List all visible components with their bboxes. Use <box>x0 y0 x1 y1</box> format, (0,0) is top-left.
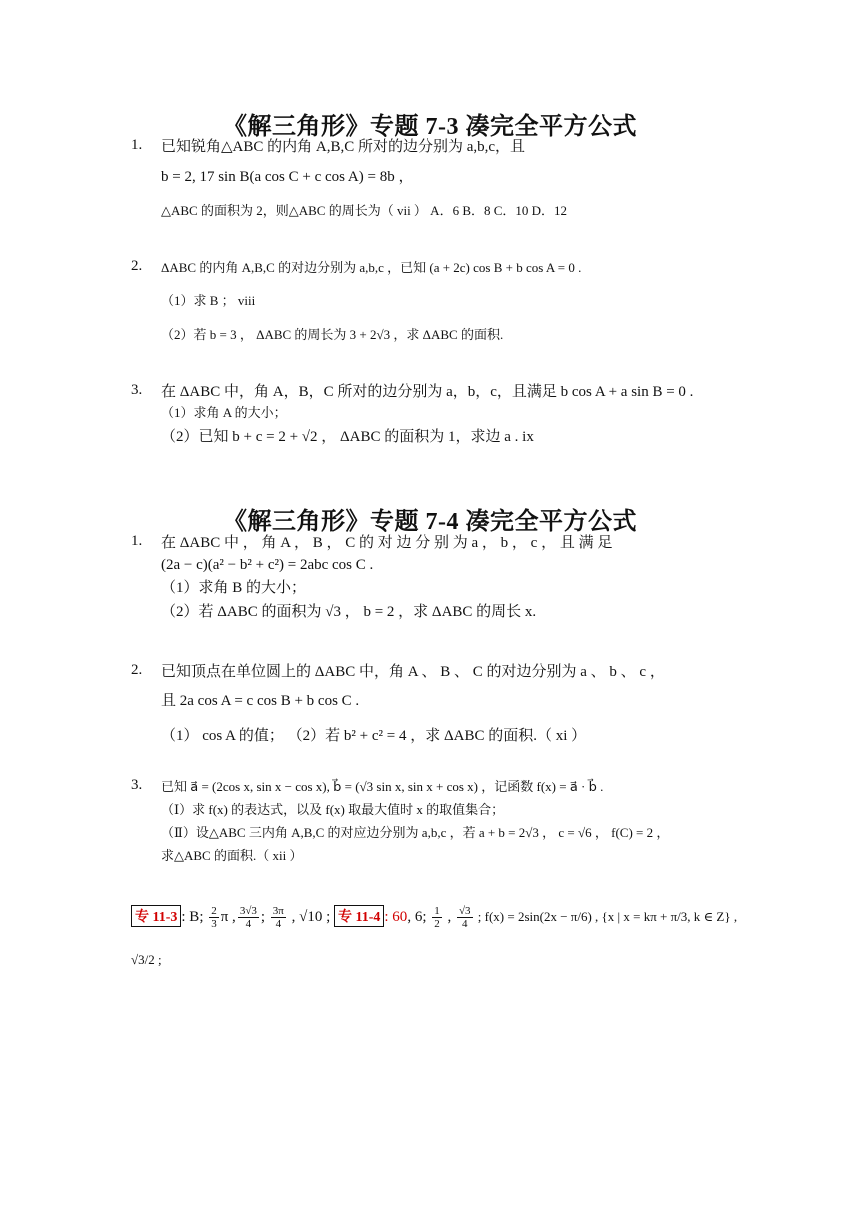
answer-text: , √10 ; <box>287 909 334 925</box>
section-title-7-3: 《解三角形》专题 7-3 凑完全平方公式 <box>223 114 637 140</box>
answer-text: , 6; <box>407 909 431 925</box>
problem-subpart: （1）求角 A 的大小； <box>161 405 287 420</box>
answer-text-red: : 60 <box>384 909 408 925</box>
fraction-numerator: 3√3 <box>239 905 257 918</box>
problem-subpart: （1）求 B ； viii <box>161 293 256 308</box>
fraction-denominator: 4 <box>275 918 282 931</box>
answer-key <box>131 905 737 930</box>
problem-subpart: （2）若 ΔABC 的面积为 √3 ， b = 2 ，求 ΔABC 的周长 x. <box>161 604 537 620</box>
fraction-denominator: 3 <box>211 918 217 931</box>
problem-subpart: 求△ABC 的面积.（ xii ） <box>161 848 303 863</box>
fraction-numerator: 3π <box>272 905 284 918</box>
problem-number: 2. <box>131 258 143 274</box>
answer-text-line2: √3/2 ; <box>131 952 162 967</box>
section-title-7-4: 《解三角形》专题 7-4 凑完全平方公式 <box>223 509 637 535</box>
problem-equation: b = 2, 17 sin B(a cos C + c cos A) = 8b ， <box>161 169 414 185</box>
fraction-numerator: 1 <box>434 905 440 918</box>
answer-tag-11-3: 专 11-3 <box>131 905 181 927</box>
problem-equation: 且 2a cos A = c cos B + b cos C . <box>161 693 360 709</box>
problem-number: 1. <box>131 137 143 153</box>
fraction-numerator: 2 <box>211 905 217 918</box>
fraction-denominator: 4 <box>462 918 468 931</box>
answer-text: ; <box>260 909 269 925</box>
answer-fraction <box>238 905 259 930</box>
problem-number: 1. <box>131 533 143 549</box>
problem-text: △ABC 的面积为 2，则△ABC 的周长为（ vii ） A．6 B．8 C．10 D．12 <box>161 203 568 218</box>
problem-equation: (2a − c)(a² − b² + c²) = 2abc cos C . <box>161 557 374 573</box>
problem-text: 在 ΔABC 中 ， 角 A ， B ， C 的 对 边 分 别 为 a ， b ， c ， 且 满 足 <box>161 535 613 551</box>
problem-text: 已知 a⃗ = (2cos x, sin x − cos x), b⃗ = (√3 sin x, sin x + cos x) ，记函数 f(x) = a⃗ · b⃗ . <box>161 779 604 794</box>
answer-fraction <box>209 905 219 930</box>
answer-tag-11-4: 专 11-4 <box>334 905 384 927</box>
answer-text: ; f(x) = 2sin(2x − π/6) , {x | x = kπ + π/3, k ∈ Z} , <box>474 909 738 924</box>
fraction-denominator: 4 <box>245 918 252 931</box>
fraction-numerator: √3 <box>458 905 471 918</box>
problem-number: 2. <box>131 662 143 678</box>
problem-subpart: （2）已知 b + c = 2 + √2 ， ΔABC 的面积为 1，求边 a . ix <box>161 429 534 445</box>
problem-text: ΔABC 的内角 A,B,C 的对边分别为 a,b,c ，已知 (a + 2c) cos B + b cos A = 0 . <box>161 260 582 275</box>
problem-number: 3. <box>131 382 143 398</box>
answer-text: , <box>443 909 455 925</box>
answer-fraction <box>432 905 442 930</box>
answer-text: : B; <box>181 909 208 925</box>
problem-subpart: （2）若 b = 3 ， ΔABC 的周长为 3 + 2√3 ，求 ΔABC 的面积. <box>161 327 504 342</box>
problem-subpart: （Ⅰ）求 f(x) 的表达式，以及 f(x) 取最大值时 x 的取值集合； <box>161 802 505 817</box>
answer-fraction <box>457 905 473 930</box>
fraction-denominator: 2 <box>434 918 440 931</box>
answer-text: π , <box>220 909 236 925</box>
problem-subpart: （Ⅱ）设△ABC 三内角 A,B,C 的对应边分别为 a,b,c ，若 a + b = 2√3 ， c = √6 ， f(C) = 2 ， <box>161 825 670 840</box>
problem-text: 在 ΔABC 中，角 A，B，C 所对的边分别为 a，b，c，且满足 b cos A + a sin B = 0 . <box>161 384 694 400</box>
problem-text: 已知锐角△ABC 的内角 A,B,C 所对的边分别为 a,b,c，且 <box>161 139 526 155</box>
problem-text: 已知顶点在单位圆上的 ΔABC 中，角 A 、 B 、 C 的对边分别为 a 、 b 、 c ， <box>161 664 665 680</box>
problem-subpart: （1）求角 B 的大小； <box>161 580 307 596</box>
problem-number: 3. <box>131 777 143 793</box>
problem-subpart: （1） cos A 的值； （2）若 b² + c² = 4 ，求 ΔABC 的面积.（ xi ） <box>161 728 587 744</box>
answer-fraction <box>271 905 286 930</box>
